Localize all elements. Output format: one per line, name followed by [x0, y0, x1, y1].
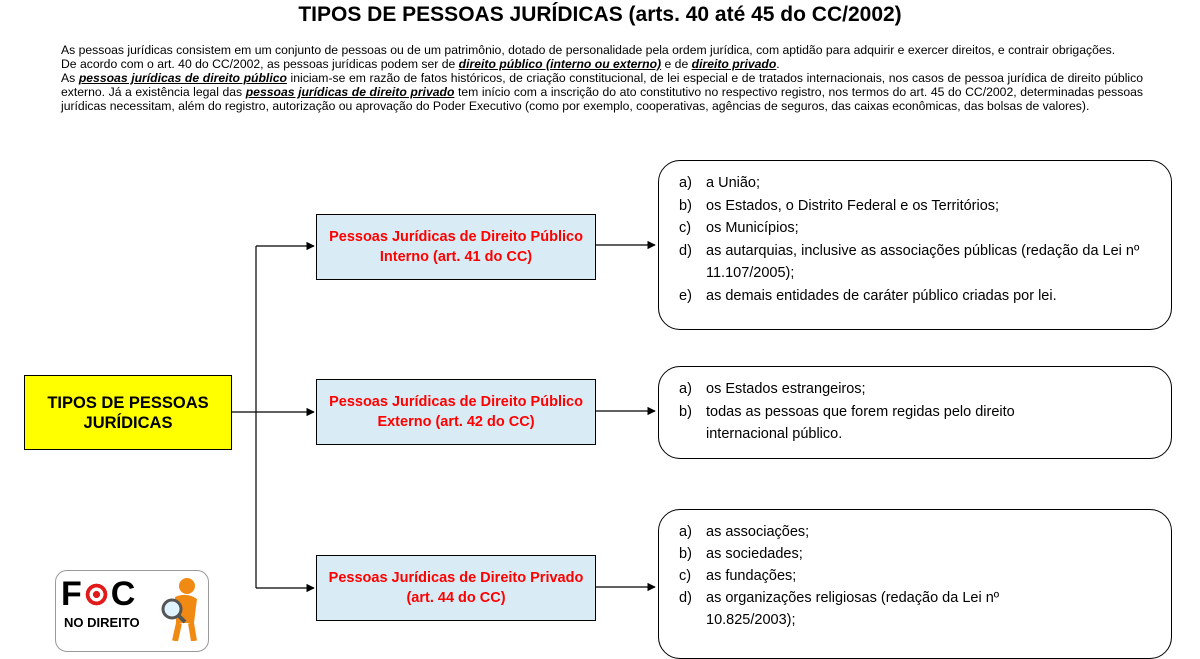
logo-subtitle: NO DIREITO: [64, 615, 140, 630]
list-item: [679, 565, 1155, 587]
list-privado: [658, 509, 1172, 659]
list-publico-interno: [658, 160, 1172, 330]
list-item: [679, 587, 1155, 631]
list-publico-externo: [658, 366, 1172, 459]
intro-text-span: .: [776, 57, 780, 71]
list-item-text: as demais entidades de caráter público criadas por lei.: [706, 287, 1057, 304]
list-item: [679, 521, 1155, 543]
list-item-text: a União;: [706, 175, 761, 191]
list-item-text: as fundações;: [706, 568, 797, 584]
highlight-pj-direito-privado: pessoas jurídicas de direito privado: [245, 85, 455, 99]
category-publico-interno: Pessoas Jurídicas de Direito Público Interno (art. 41 do CC): [316, 214, 596, 280]
list-item-text: as autarquias, inclusive as associações públicas (redação da Lei nº 11.107/2005);: [706, 242, 1140, 281]
list-item: [679, 240, 1155, 285]
intro-paragraph-definition: As pessoas jurídicas consistem em um conjunto de pessoas ou de um patrimônio, dotado de personalidade pela ordem jurídica, com aptidão para adquirir e exercer direitos, e contrair obrigações.: [61, 43, 1116, 57]
list-item-text: as organizações religiosas (redação da Lei nº 10.825/2003);: [706, 590, 1000, 628]
category-publico-externo: Pessoas Jurídicas de Direito Público Externo (art. 42 do CC): [316, 379, 596, 445]
root-node-tipos: TIPOS DE PESSOAS JURÍDICAS: [24, 375, 232, 450]
list-item: [679, 378, 1155, 401]
list-item-text: os Municípios;: [706, 220, 799, 236]
list-item: [679, 285, 1155, 308]
intro-text-span: iniciam-se em razão de fatos históricos, de criação constitucional, de lei especial e de tratados internacionais, nos casos de pessoa jurídica de direito público externo. Já a existência legal das: [61, 71, 1143, 99]
list-marker: a): [679, 175, 692, 191]
list-marker: c): [679, 220, 692, 236]
list-marker: e): [679, 287, 692, 304]
page-title: TIPOS DE PESSOAS JURÍDICAS (arts. 40 até 45 do CC/2002): [298, 3, 902, 26]
logo-wordmark: [61, 574, 135, 614]
list-marker: b): [679, 403, 692, 420]
list-marker: c): [679, 568, 692, 584]
list-marker: b): [679, 546, 692, 562]
foco-no-direito-logo: [55, 570, 209, 652]
list-item-text: todas as pessoas que forem regidas pelo direito internacional público.: [706, 403, 1015, 442]
intro-text-span: e de: [661, 57, 692, 71]
list-item: [679, 217, 1155, 240]
list-item: [679, 543, 1155, 565]
list-marker: d): [679, 242, 692, 259]
highlight-direito-publico: direito público (interno ou externo): [458, 57, 662, 71]
intro-text-span: tem início com a inscrição do ato constitutivo no respectivo registro, nos termos do art. 45 do CC/2002, determinadas pessoas jurídicas necessitam, além do registro, autorização ou aprovação do Poder Executivo (como por exemplo, cooperativas, agências de seguros, das caixas econômicas, das bolsas de valores).: [61, 85, 1143, 113]
list-item: [679, 401, 1155, 446]
list-item-text: as associações;: [706, 524, 810, 540]
list-item-text: os Estados, o Distrito Federal e os Territórios;: [706, 197, 1000, 214]
target-icon: [83, 581, 110, 608]
list-item: [679, 172, 1155, 195]
list-marker: d): [679, 590, 692, 606]
list-marker: b): [679, 197, 692, 214]
logo-letter-f: F: [61, 575, 82, 613]
logo-letter-c: C: [110, 575, 136, 613]
highlight-direito-privado: direito privado: [691, 57, 777, 71]
list-item-text: os Estados estrangeiros;: [706, 381, 866, 397]
list-item: [679, 195, 1155, 218]
intro-text-span: De acordo com o art. 40 do CC/2002, as pessoas jurídicas podem ser de: [61, 57, 459, 71]
category-privado: Pessoas Jurídicas de Direito Privado (art. 44 do CC): [316, 555, 596, 621]
highlight-pj-direito-publico: pessoas jurídicas de direito público: [78, 71, 287, 85]
list-item-text: as sociedades;: [706, 546, 803, 562]
magnifier-figure-icon: [161, 575, 205, 641]
list-marker: a): [679, 381, 692, 397]
list-marker: a): [679, 524, 692, 540]
intro-text-span: As: [61, 71, 79, 85]
